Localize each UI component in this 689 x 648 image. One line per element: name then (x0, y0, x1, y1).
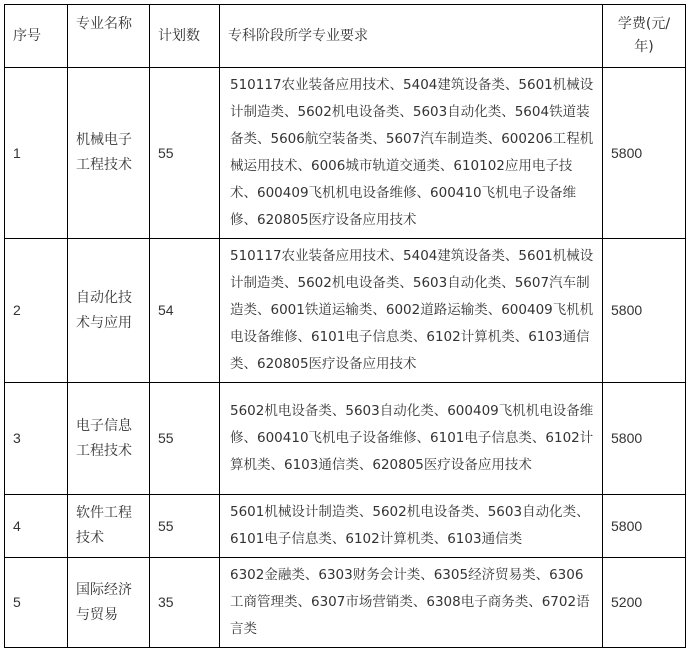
header-major: 专业名称 (68, 5, 150, 68)
table-row (5, 383, 686, 495)
row-quota: 55 (150, 495, 220, 558)
row-index: 4 (5, 495, 68, 558)
table-row (5, 68, 686, 239)
header-quota: 计划数 (150, 5, 220, 68)
admission-plan-table (4, 4, 686, 648)
row-fee: 5800 (603, 383, 686, 495)
table-row (5, 495, 686, 558)
row-fee: 5800 (603, 239, 686, 383)
row-index: 2 (5, 239, 68, 383)
row-requirement: 510117农业装备应用技术、5404建筑设备类、5601机械设计制造类、5602机电设备类、5603自动化类、5604铁道装备类、5606航空装备类、5607汽车制造类、600206工程机械运用技术、6006城市轨道交通类、610102应用电子技术、600409飞机机电设备维修、600410飞机电子设备维修、620805医疗设备应用技术 (220, 68, 603, 239)
row-index: 1 (5, 68, 68, 239)
row-quota: 35 (150, 558, 220, 648)
table-row (5, 239, 686, 383)
row-requirement: 510117农业装备应用技术、5404建筑设备类、5601机械设计制造类、5602机电设备类、5603自动化类、5607汽车制造类、6001铁道运输类、6002道路运输类、600409飞机机电设备维修、6101电子信息类、6102计算机类、6103通信类、620805医疗设备应用技术 (220, 239, 603, 383)
row-fee: 5200 (603, 558, 686, 648)
row-major: 国际经济与贸易 (68, 558, 150, 648)
row-fee: 5800 (603, 495, 686, 558)
row-requirement: 5602机电设备类、5603自动化类、600409飞机机电设备维修、600410飞机电子设备维修、6101电子信息类、6102计算机类、6103通信类、620805医疗设备应用技术 (220, 383, 603, 495)
header-index: 序号 (5, 5, 68, 68)
row-major: 软件工程技术 (68, 495, 150, 558)
row-quota: 54 (150, 239, 220, 383)
row-index: 5 (5, 558, 68, 648)
row-major: 机械电子工程技术 (68, 68, 150, 239)
table-header-row (5, 5, 686, 68)
row-index: 3 (5, 383, 68, 495)
header-fee: 学费(元/年) (603, 5, 686, 68)
header-requirement: 专科阶段所学专业要求 (220, 5, 603, 68)
table-row (5, 558, 686, 648)
row-requirement: 6302金融类、6303财务会计类、6305经济贸易类、6306工商管理类、6307市场营销类、6308电子商务类、6702语言类 (220, 558, 603, 648)
row-requirement: 5601机械设计制造类、5602机电设备类、5603自动化类、6101电子信息类、6102计算机类、6103通信类 (220, 495, 603, 558)
row-fee: 5800 (603, 68, 686, 239)
row-major: 自动化技术与应用 (68, 239, 150, 383)
row-quota: 55 (150, 383, 220, 495)
row-major: 电子信息工程技术 (68, 383, 150, 495)
row-quota: 55 (150, 68, 220, 239)
